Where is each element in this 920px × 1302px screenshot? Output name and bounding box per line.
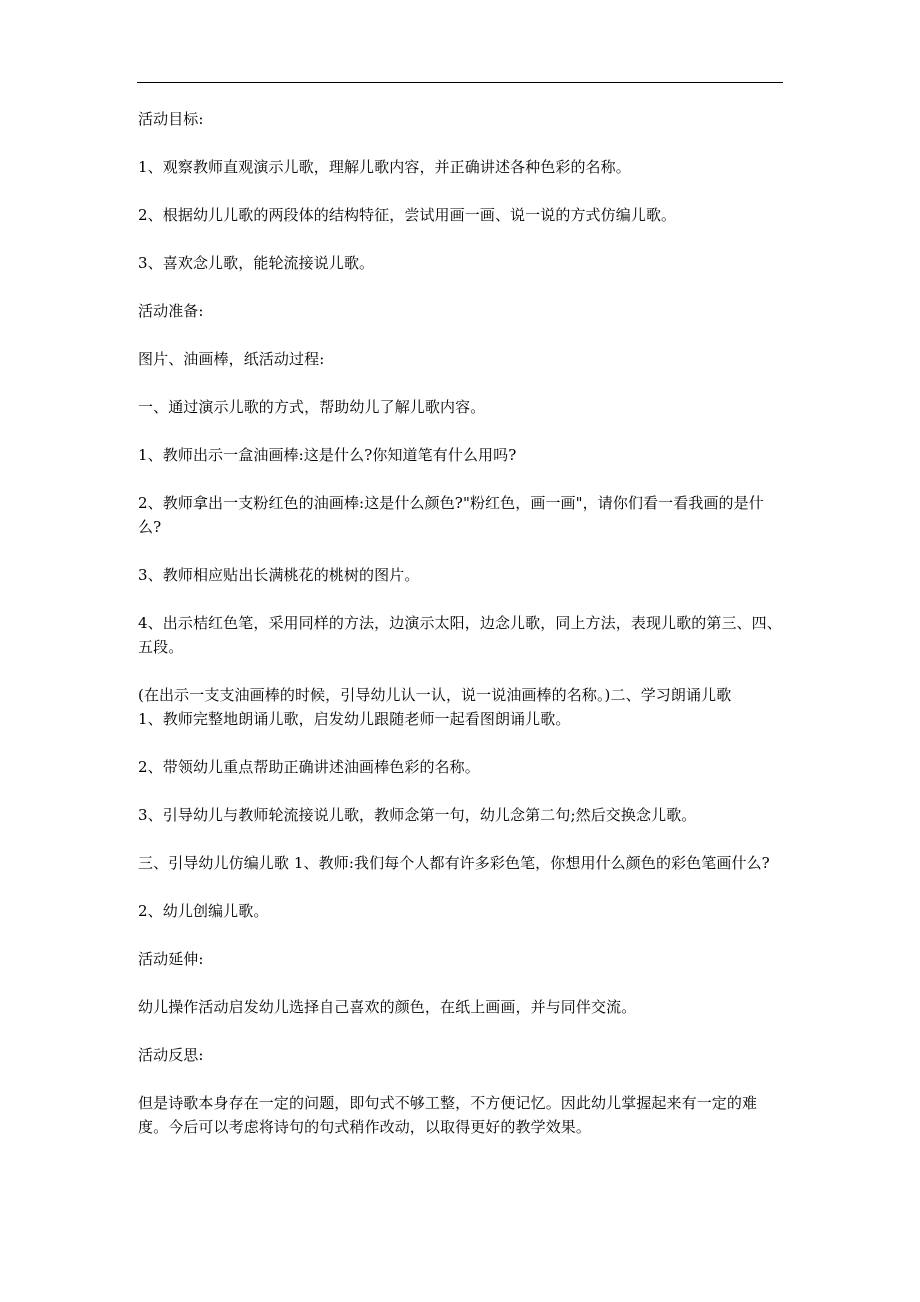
process-step-1-item-1: 1、教师出示一盒油画棒:这是什么?你知道笔有什么用吗?: [138, 446, 517, 464]
process-note-and-step-2-heading: (在出示一支支油画棒的时候，引导幼儿认一认，说一说油画棒的名称。)二、学习朗诵儿歌: [138, 686, 732, 704]
goal-item-3: 3、喜欢念儿歌，能轮流接说儿歌。: [138, 254, 375, 272]
process-step-3-heading: 三、引导幼儿仿编儿歌 1、教师:我们每个人都有许多彩色笔，你想用什么颜色的彩色笔画什么?: [138, 854, 770, 872]
heading-activity-preparation: 活动准备:: [138, 302, 204, 320]
reflection-text: 但是诗歌本身存在一定的问题，即句式不够工整，不方便记忆。因此幼儿掌握起来有一定的难度。今后可以考虑将诗句的句式稍作改动，以取得更好的教学效果。: [138, 1094, 758, 1136]
process-step-2-item-3: 3、引导幼儿与教师轮流接说儿歌，教师念第一句，幼儿念第二句;然后交换念儿歌。: [138, 806, 697, 824]
extension-text: 幼儿操作活动启发幼儿选择自己喜欢的颜色，在纸上画画，并与同伴交流。: [138, 998, 637, 1016]
process-step-2-item-2: 2、带领幼儿重点帮助正确讲述油画棒色彩的名称。: [138, 758, 480, 776]
process-step-1-item-4: 4、出示桔红色笔，采用同样的方法，边演示太阳，边念儿歌，同上方法，表现儿歌的第三、四、五段。: [138, 614, 782, 656]
preparation-text: 图片、油画棒，纸活动过程:: [138, 350, 325, 368]
document-body: [138, 107, 786, 1139]
process-step-3-item-2: 2、幼儿创编儿歌。: [138, 902, 269, 920]
process-step-1-item-3: 3、教师相应贴出长满桃花的桃树的图片。: [138, 566, 420, 584]
process-step-1-heading: 一、通过演示儿歌的方式，帮助幼儿了解儿歌内容。: [138, 398, 486, 416]
goal-item-2: 2、根据幼儿儿歌的两段体的结构特征，尝试用画一画、说一说的方式仿编儿歌。: [138, 206, 677, 224]
heading-activity-extension: 活动延伸:: [138, 950, 204, 968]
header-rule: [137, 82, 783, 83]
goal-item-1: 1、观察教师直观演示儿歌，理解儿歌内容，并正确讲述各种色彩的名称。: [138, 158, 631, 176]
heading-activity-goals: 活动目标:: [138, 110, 204, 128]
process-step-2-item-1: 1、教师完整地朗诵儿歌，启发幼儿跟随老师一起看图朗诵儿歌。: [138, 710, 571, 728]
process-step-1-item-2: 2、教师拿出一支粉红色的油画棒:这是什么颜色?"粉红色，画一画"，请你们看一看我画的是什么?: [138, 494, 764, 536]
heading-activity-reflection: 活动反思:: [138, 1046, 204, 1064]
